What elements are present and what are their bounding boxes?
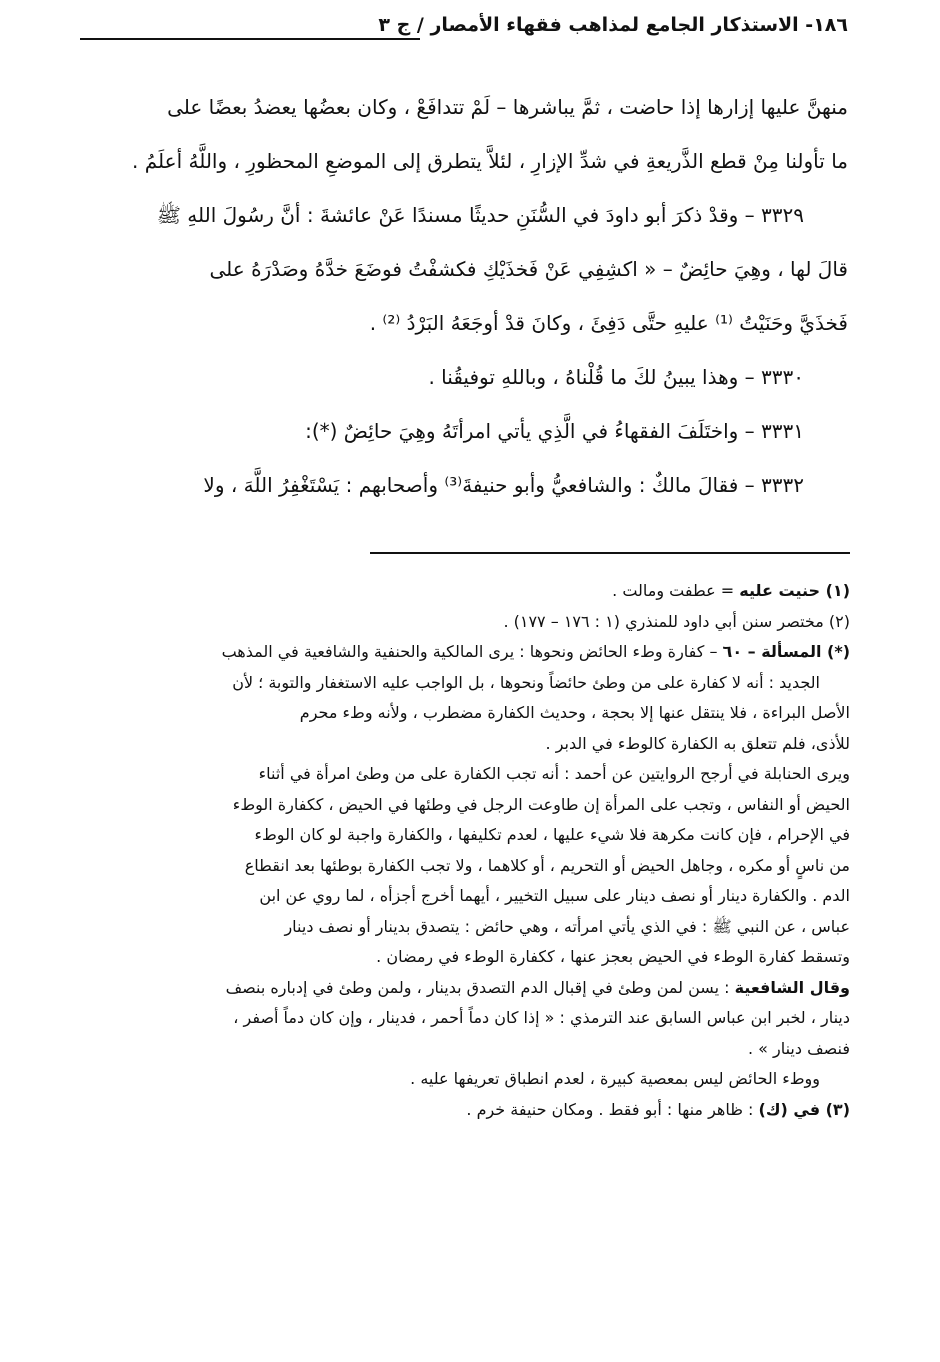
footnote-text: ووطء الحائض ليس بمعصية كبيرة ، لعدم انطباق تعريفها عليه . (410, 1069, 820, 1088)
footnote-label: وقال الشافعية (734, 977, 850, 997)
footnote-text: عباس ، عن النبي ﷺ : في الذي يأتي امرأته ، وهي حائض : يتصدق بدينار أو نصف دينار (284, 916, 850, 936)
footnote-line (70, 576, 850, 607)
footnote-text: الحيض أو النفاس ، وتجب على المرأة إن طاوعت الرجل في وطئها في الحيض ، ككفارة الوطء (232, 794, 850, 814)
footnote-line (70, 1003, 850, 1034)
footnote-line (70, 698, 850, 729)
footnote-label: (٣) في (ك) (758, 1099, 850, 1119)
footnote-text: – كفارة وطء الحائض ونحوها : يرى المالكية والحنفية والشافعية في المذهب (221, 642, 723, 661)
footnote-line (70, 851, 850, 882)
footnote-text: للأذى، فلم تتعلق به الكفارة كالوطء في الدبر . (545, 733, 850, 753)
footnote-line (70, 1034, 850, 1065)
main-line: قالَ لها ، وهِيَ حائِضٌ – « اكشِفِي عَنْ فَخذَيْكِ فكشفْتُ فوضَعَ خدَّهُ وصَدْرَهُ على (209, 257, 848, 281)
footnotes (70, 576, 850, 1125)
footnote-line (70, 820, 850, 851)
footnote-text: : يسن لمن وطئ في إقبال الدم التصدق بدينار ، ولمن وطئ في إدباره بنصف (225, 977, 735, 997)
footnote-line (70, 607, 850, 638)
footnote-line (70, 912, 850, 943)
main-line: فَخذَيَّ وحَنَيْتُ ⁽¹⁾ عليهِ حتَّى دَفِئَ ، وكانَ قدْ أوجَعَهُ البَرْدُ ⁽²⁾ . (369, 311, 848, 335)
footnote-line (70, 790, 850, 821)
footnote-text: ويرى الحنابلة في أرجح الروايتين عن أحمد : أنه تجب الكفارة على من وطئ امرأة في أثناء (258, 764, 850, 783)
footnote-line (70, 1064, 850, 1095)
footnote-label: (*) المسألة – ٦٠ (722, 642, 850, 661)
footnote-separator (370, 552, 850, 554)
footnote-text: : ظاهر منها : أبو فقط . ومكان حنيفة خرم . (466, 1099, 759, 1119)
main-text (78, 80, 848, 512)
footnote-line (70, 668, 850, 699)
footnote-text: الدم . والكفارة دينار أو نصف دينار على سبيل التخيير ، أيهما أخرج أجزأه ، لما روي عن ابن (259, 886, 850, 905)
main-line: ما تأولنا مِنْ قطع الذَّريعةِ في شدِّ الإزارِ ، لئلاَّ يتطرق إلى الموضعِ المحظورِ ، واللَّهُ أعلَمُ . (131, 149, 848, 173)
footnote-text: دينار ، لخبر ابن عباس السابق عند الترمذي : « إذا كان دماً أحمر ، فدينار ، وإن كان دماً أصفر ، (233, 1008, 850, 1027)
footnote-line (70, 1095, 850, 1126)
footnote-text: وتسقط كفارة الوطء في الحيض بعجز عنها ، ككفارة الوطء في رمضان . (376, 947, 850, 966)
footnote-line (70, 729, 850, 760)
main-line: ٣٣٣٠ – وهذا يبينُ لكَ ما قُلْناهُ ، وباللهِ توفيقُنا . (428, 365, 804, 389)
footnote-line (70, 973, 850, 1004)
footnote-text: فنصف دينار » . (747, 1038, 850, 1058)
footnote-text: الجديد : أنه لا كفارة على من وطئ حائضاً ونحوها ، بل الواجب عليه الاستغفار والتوبة ؛ لأن (232, 672, 820, 692)
footnote-text: الأصل البراءة ، فلا ينتقل عنها إلا بحجة ، وحديث الكفارة مضطرب ، ولأنه وطء محرم (299, 703, 850, 722)
footnote-line (70, 637, 850, 668)
footnote-text: من ناسٍ أو مكره ، وجاهل الحيض أو التحريم ، أو كلاهما ، ولا تجب الكفارة بوطئها بعد انقطاع (244, 855, 850, 875)
footnote-text: = عطفت ومالت . (612, 581, 740, 600)
footnote-text: (٢) مختصر سنن أبي داود للمنذري (١ : ١٧٦ – ١٧٧) . (503, 611, 850, 631)
footnote-line (70, 942, 850, 973)
footnote-label: (١) حنيت عليه (739, 581, 850, 600)
footnote-line (70, 881, 850, 912)
header-rule (80, 38, 420, 40)
main-line: ٣٣٢٩ – وقدْ ذكرَ أبو داودَ في السُّنَنِ حديثًا مسندًا عَنْ عائشةَ : أنَّ رسُولَ اللهِ ﷺ (156, 203, 804, 227)
main-line: ٣٣٣٢ – فقالَ مالكٌ : والشافعيُّ وأبو حنيفةَ⁽³⁾ وأصحابهم : يَسْتَغْفِرُ اللَّهَ ، ولا (203, 473, 804, 497)
footnote-line (70, 759, 850, 790)
main-line: منهنَّ عليها إزارها إذا حاضت ، ثمَّ يباشرها – لَمْ تتدافَعْ ، وكان بعضُها يعضدُ بعضًا على (167, 95, 848, 119)
footnote-text: في الإحرام ، فإن كانت مكرهة فلا شيء عليها ، لعدم تكليفها ، والكفارة واجبة لو كان الوطء (254, 825, 850, 844)
page-header: ١٨٦- الاستذكار الجامع لمذاهب فقهاء الأمصار / ج ٣ (378, 14, 848, 36)
main-line: ٣٣٣١ – واختَلَفَ الفقهاءُ في الَّذِي يأتي امرأتَهُ وهِيَ حائِضٌ (*): (305, 419, 804, 443)
